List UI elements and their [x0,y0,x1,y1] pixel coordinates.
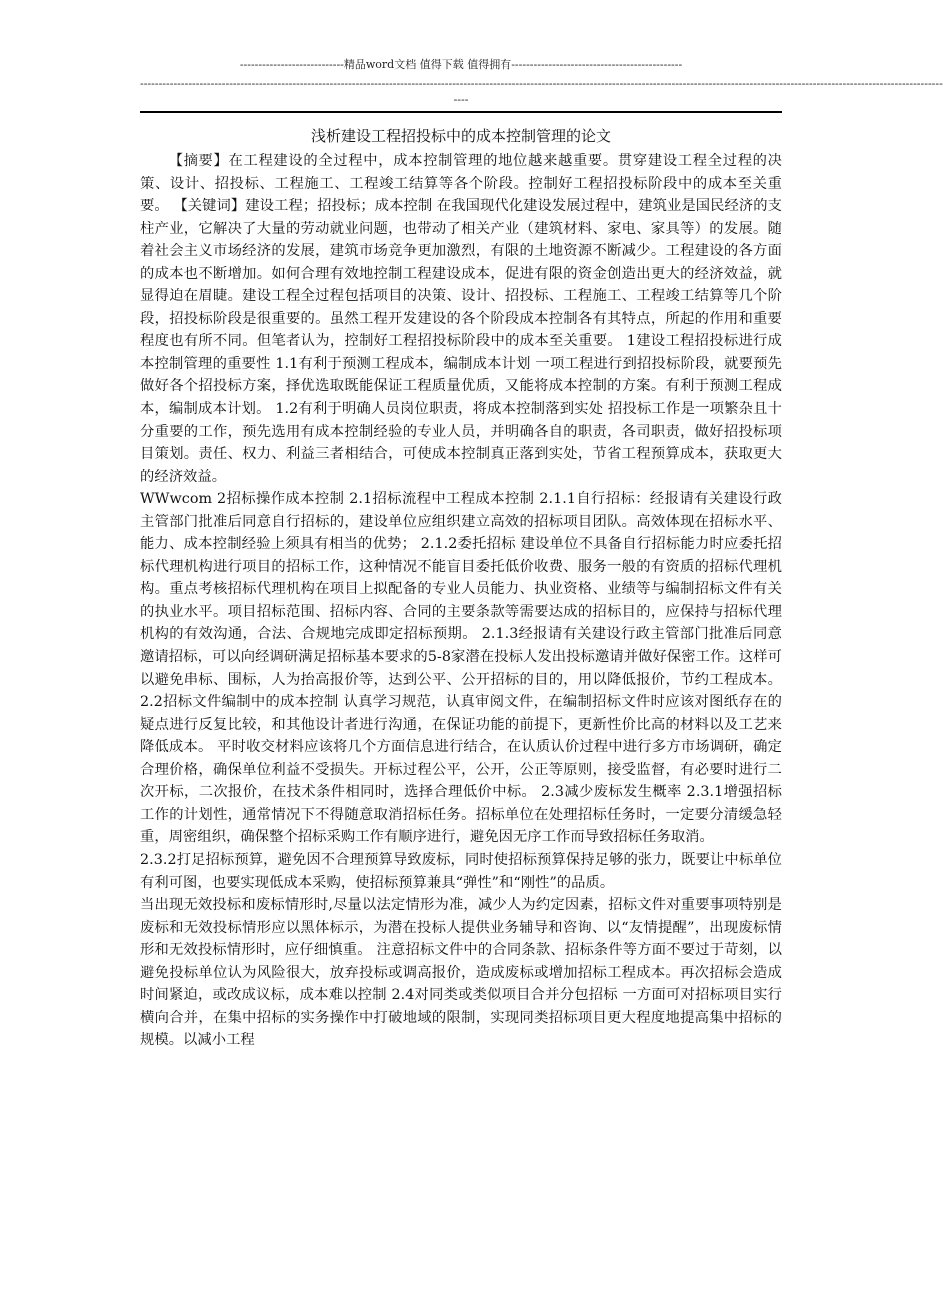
paragraph-abstract: 【摘要】在工程建设的全过程中，成本控制管理的地位越来越重要。贯穿建设工程全过程的决策、设计、招投标、工程施工、工程竣工结算等各个阶段。控制好工程招投标阶段中的成本至关重要。 【关键词】建设工程；招投标；成本控制 在我国现代化建设发展过程中，建筑业是国民经济的支柱产业，它解决了大量的劳动就业问题，也带动了相关产业（建筑材料、家电、家具等）的发展。随着社会主义市场经济的发展，建筑市场竞争更加激烈，有限的土地资源不断减少。工程建设的各方面的成本也不断增加。如何合理有效地控制工程建设成本，促进有限的资金创造出更大的经济效益，就显得迫在眉睫。建设工程全过程包括项目的决策、设计、招投标、工程施工、工程竣工结算等几个阶段，招投标阶段是很重要的。虽然工程开发建设的各个阶段成本控制各有其特点，所起的作用和重要程度也有所不同。但笔者认为，控制好工程招投标阶段中的成本至关重要。 1建设工程招投标进行成本控制管理的重要性 1.1有利于预测工程成本，编制成本计划 一项工程进行到招投标阶段，就要预先做好各个招投标方案，择优选取既能保证工程质量优质，又能将成本控制的方案。有利于预测工程成本，编制成本计划。 1.2有利于明确人员岗位职责，将成本控制落到实处 招投标工作是一项繁杂且十分重要的工作，预先选用有成本控制经验的专业人员，并明确各自的职责，各司职责，做好招投标项目策划。责任、权力、利益三者相结合，可使成本控制真正落到实处，节省工程预算成本，获取更大的经济效益。 [140,153,782,485]
header-dash-tail: ---- [453,93,469,106]
document-title: 浅析建设工程招投标中的成本控制管理的论文 [310,127,611,145]
page-header [140,56,943,113]
header-dash-line: ------------------------------------------------------------------------------------------------------------------------------------------------------------------------------------------------------------------------ [140,77,943,90]
paragraph-bidding-operation: WWwcom 2招标操作成本控制 2.1招标流程中工程成本控制 2.1.1自行招标：经报请有关建设行政主管部门批准后同意自行招标的，建设单位应组织建立高效的招标项目团队。高效体现在招标水平、能力、成本控制经验上须具有相当的优势； 2.1.2委托招标 建设单位不具备自行招标能力时应委托招标代理机构进行项目的招标工作，这种情况不能盲目委托低价收费、服务一般的有资质的招标代理机构。重点考核招标代理机构在项目上拟配备的专业人员能力、执业资格、业绩等与编制招标文件有关的执业水平。项目招标范围、招标内容、合同的主要条款等需要达成的招标目的，应保持与招标代理机构的有效沟通，合法、合规地完成即定招标预期。 2.1.3经报请有关建设行政主管部门批准后同意邀请招标，可以向经调研满足招标基本要求的5-8家潜在投标人发出投标邀请并做好保密工作。这样可以避免串标、围标，人为抬高报价等，达到公平、公开招标的目的，用以降低报价，节约工程成本。 2.2招标文件编制中的成本控制 认真学习规范，认真审阅文件，在编制招标文件时应该对图纸存在的疑点进行反复比较，和其他设计者进行沟通，在保证功能的前提下，更新性价比高的材料以及工艺来降低成本。 平时收交材料应该将几个方面信息进行结合，在认质认价过程中进行多方市场调研，确定合理价格，确保单位利益不受损失。开标过程公平，公开，公正等原则，接受监督，有必要时进行二次开标，二次报价，在技术条件相同时，选择合理低价中标。 2.3减少废标发生概率 2.3.1增强招标工作的计划性，通常情况下不得随意取消招标任务。招标单位在处理招标任务时，一定要分清缓急轻重，周密组织，确保整个招标采购工作有顺序进行，避免因无序工作而导致招标任务取消。 [140,491,782,846]
header-rule [140,111,782,113]
header-banner: ----------------------------精品word文档 值得下载 值得拥有---------------------------------------------- [239,58,683,71]
paragraph-invalid-bids: 当出现无效投标和废标情形时,尽量以法定情形为准，减少人为约定因素，招标文件对重要事项特别是废标和无效投标情形应以黑体标示，为潜在投标人提供业务辅导和咨询、以“友情提醒”，出现废标情形和无效投标情形时，应仔细慎重。 注意招标文件中的合同条款、招标条件等方面不要过于苛刻，以避免投标单位认为风险很大，放弃投标或调高报价，造成废标或增加招标工程成本。再次招标会造成时间紧迫，或改成议标，成本难以控制 2.4对同类或类似项目合并分包招标 一方面可对招标项目实行横向合并，在集中招标的实务操作中打破地域的限制，实现同类招标项目更大程度地提高集中招标的规模。以减小工程 [140,897,782,1049]
paragraph-budget: 2.3.2打足招标预算，避免因不合理预算导致废标，同时使招标预算保持足够的张力，既要让中标单位有利可图，也要实现低成本采购，使招标预算兼具“弹性”和“刚性”的品质。 [140,851,782,891]
document-body [140,150,782,1052]
